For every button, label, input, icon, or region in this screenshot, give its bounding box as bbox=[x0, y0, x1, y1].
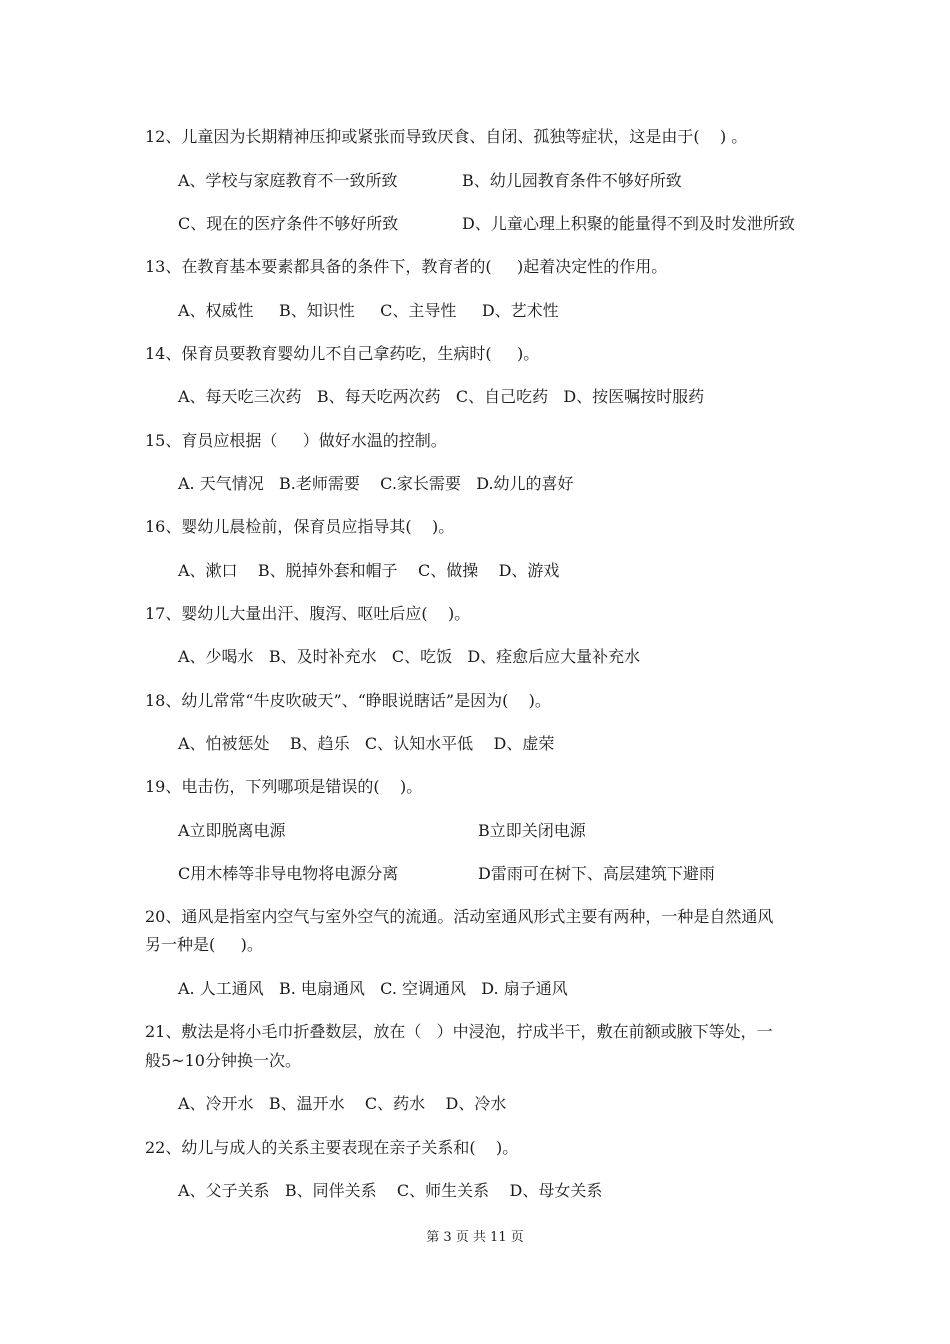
option-12-a: A、学校与家庭教育不一致所致 bbox=[178, 171, 398, 190]
options-16: A、漱口 B、脱掉外套和帽子 C、做操 D、游戏 bbox=[178, 561, 560, 580]
question-16: 16、婴幼儿晨检前，保育员应指导其( )。 bbox=[145, 517, 455, 536]
options-15: A. 天气情况 B.老师需要 C.家长需要 D.幼儿的喜好 bbox=[178, 474, 574, 493]
options-21: A、冷开水 B、温开水 C、药水 D、冷水 bbox=[178, 1094, 507, 1113]
question-22: 22、幼儿与成人的关系主要表现在亲子关系和( )。 bbox=[145, 1138, 519, 1157]
options-17: A、少喝水 B、及时补充水 C、吃饭 D、痊愈后应大量补充水 bbox=[178, 647, 641, 666]
options-13: A、权威性 B、知识性 C、主导性 D、艺术性 bbox=[178, 301, 559, 320]
option-12-b: B、幼儿园教育条件不够好所致 bbox=[462, 171, 682, 190]
question-18: 18、幼儿常常“牛皮吹破天”、“睁眼说瞎话”是因为( )。 bbox=[145, 691, 551, 710]
question-17: 17、婴幼儿大量出汗、腹泻、呕吐后应( )。 bbox=[145, 604, 471, 623]
question-21-continued: 般5~10分钟换一次。 bbox=[145, 1051, 301, 1070]
option-19-c: C用木棒等非导电物将电源分离 bbox=[178, 864, 399, 883]
options-22: A、父子关系 B、同伴关系 C、师生关系 D、母女关系 bbox=[178, 1181, 603, 1200]
options-14: A、每天吃三次药 B、每天吃两次药 C、自己吃药 D、按医嘱按时服药 bbox=[178, 387, 705, 406]
question-13: 13、在教育基本要素都具备的条件下，教育者的( )起着决定性的作用。 bbox=[145, 257, 668, 276]
option-19-b: B立即关闭电源 bbox=[478, 821, 586, 840]
option-12-d: D、儿童心理上积聚的能量得不到及时发泄所致 bbox=[462, 214, 795, 233]
option-19-d: D雷雨可在树下、高层建筑下避雨 bbox=[478, 864, 715, 883]
options-20: A. 人工通风 B. 电扇通风 C. 空调通风 D. 扇子通风 bbox=[178, 979, 568, 998]
options-18: A、怕被惩处 B、趋乐 C、认知水平低 D、虚荣 bbox=[178, 734, 555, 753]
option-12-c: C、现在的医疗条件不够好所致 bbox=[178, 214, 399, 233]
question-19: 19、电击伤，下列哪项是错误的( )。 bbox=[145, 777, 423, 796]
question-20: 20、通风是指室内空气与室外空气的流通。活动室通风形式主要有两种，一种是自然通风 bbox=[145, 907, 774, 926]
question-20-continued: 另一种是( )。 bbox=[145, 935, 263, 954]
question-12: 12、儿童因为长期精神压抑或紧张而导致厌食、自闭、孤独等症状，这是由于( ) 。 bbox=[145, 127, 748, 146]
option-19-a: A立即脱离电源 bbox=[178, 821, 286, 840]
question-21: 21、敷法是将小毛巾折叠数层，放在（ ）中浸泡，拧成半干，敷在前额或腋下等处，一 bbox=[145, 1022, 773, 1041]
page-number: 第 3 页 共 11 页 bbox=[426, 1230, 524, 1245]
question-15: 15、育员应根据（ ）做好水温的控制。 bbox=[145, 431, 447, 450]
question-14: 14、保育员要教育婴幼儿不自己拿药吃，生病时( )。 bbox=[145, 344, 540, 363]
